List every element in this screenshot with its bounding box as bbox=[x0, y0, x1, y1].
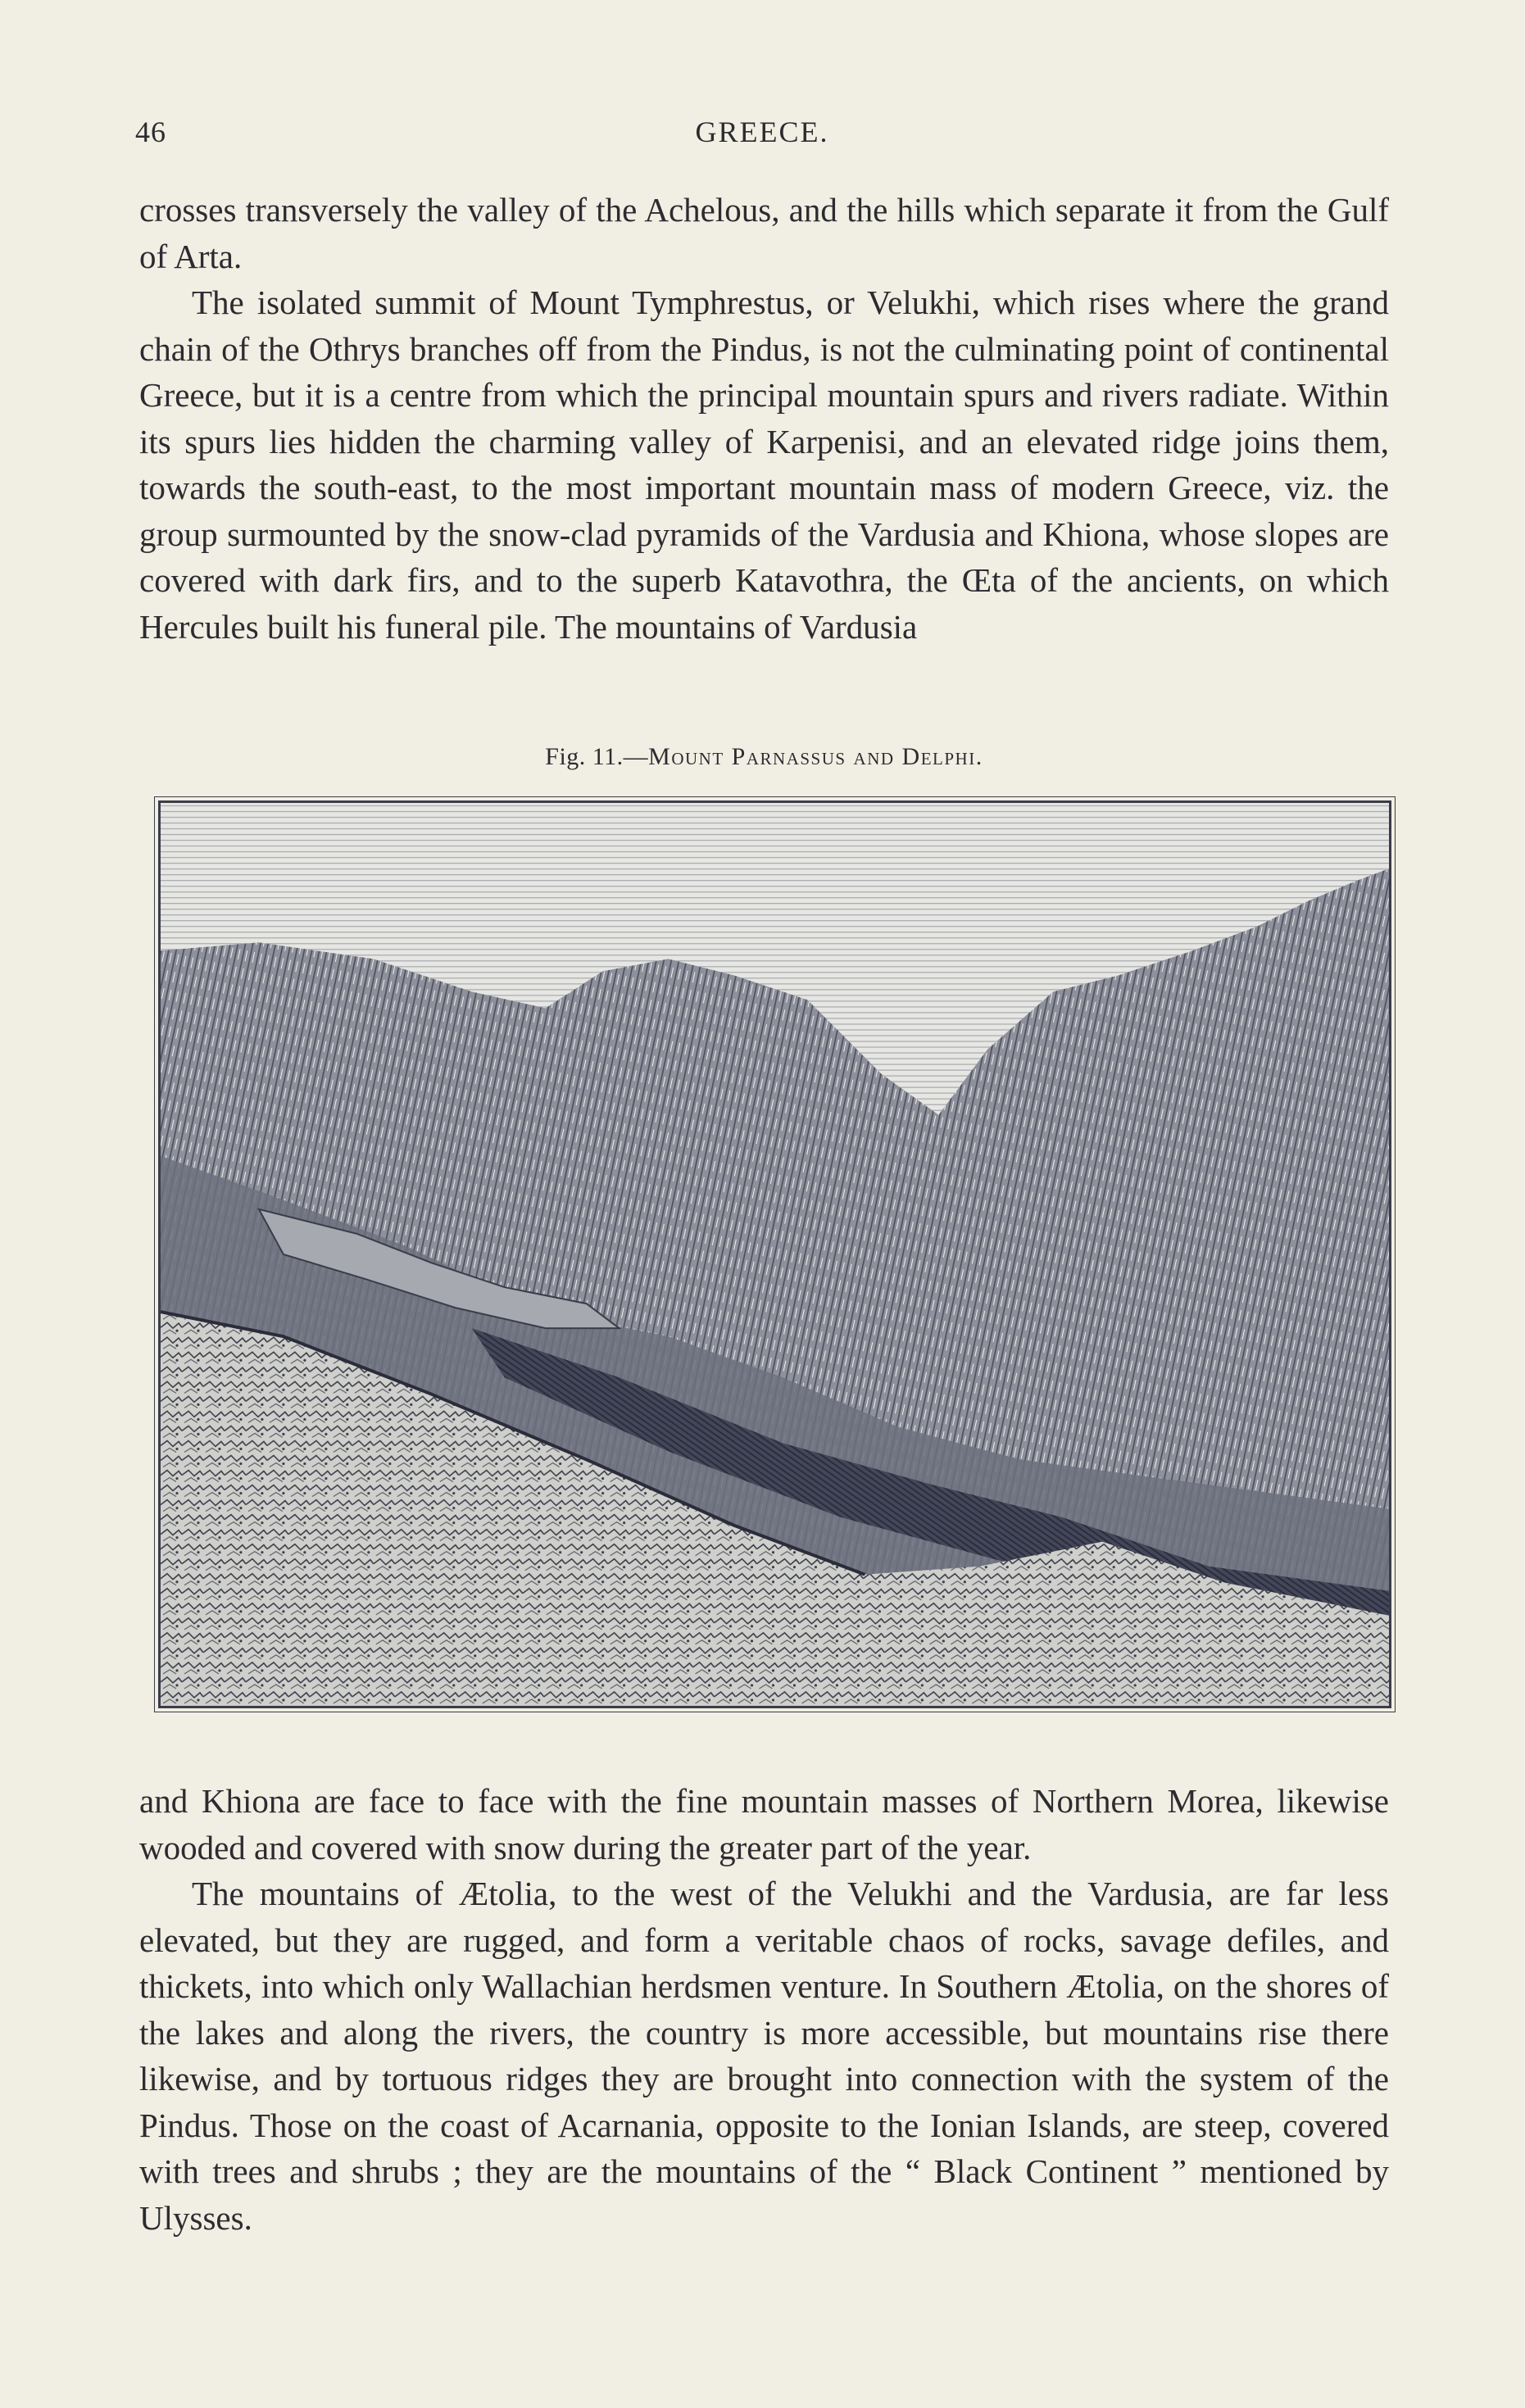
paragraph: and Khiona are face to face with the fine mountain masses of Northern Morea, likewise wooded and covered with snow during the greater part of the year. bbox=[139, 1782, 1389, 1866]
figure-caption bbox=[139, 743, 1389, 771]
body-text-bottom bbox=[139, 1778, 1389, 2241]
running-head bbox=[135, 115, 1389, 161]
figure-caption-label: Fig. 11.— bbox=[545, 743, 649, 770]
mountain-engraving bbox=[161, 803, 1389, 1706]
page-number: 46 bbox=[135, 116, 166, 148]
engraving-illustration bbox=[158, 800, 1391, 1708]
running-title: GREECE. bbox=[695, 116, 829, 148]
figure-caption-title: Mount Parnassus and Delphi. bbox=[648, 743, 983, 770]
paragraph: crosses transversely the valley of the Achelous, and the hills which separate it from the Gulf of Arta. bbox=[139, 191, 1389, 275]
body-text-top bbox=[139, 187, 1389, 650]
paragraph: The isolated summit of Mount Tymphrestus, or Velukhi, which rises where the grand chain of the Othrys branches off from the Pindus, is not the culminating point of continental Greece, but it is a centre from which the principal mountain spurs and rivers radiate. Within its spurs lies hidden the charming valley of Karpenisi, and an elevated ridge joins them, towards the south-east, to the most important mountain mass of modern Greece, viz. the group surmounted by the snow-clad pyramids of the Vardusia and Khiona, whose slopes are covered with dark firs, and to the superb Katavothra, the Œta of the ancients, on which Hercules built his funeral pile. The mountains of Vardusia bbox=[139, 283, 1389, 646]
paragraph: The mountains of Ætolia, to the west of the Velukhi and the Vardusia, are far less elevated, but they are rugged, and form a veritable chaos of rocks, savage defiles, and thickets, into which only Wallachian herdsmen venture. In Southern Ætolia, on the shores of the lakes and along the rivers, the country is more accessible, but mountains rise there likewise, and by tortuous ridges they are brought into connection with the system of the Pindus. Those on the coast of Acarnania, opposite to the Ionian Islands, are steep, covered with trees and shrubs ; they are the mountains of the “ Black Continent ” mentioned by Ulysses. bbox=[139, 1875, 1389, 2237]
